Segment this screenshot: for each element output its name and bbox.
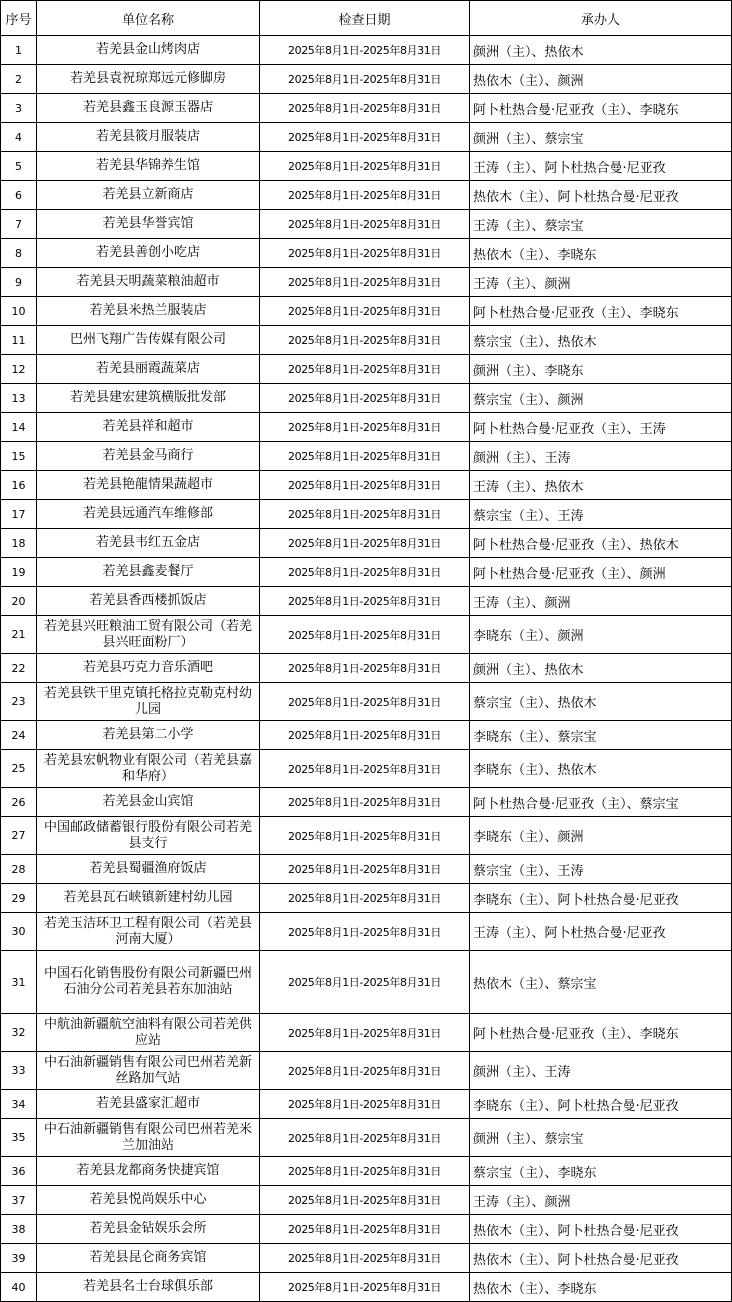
row-staff: 蔡宗宝（主）、热依木 (470, 683, 732, 721)
row-unit-name: 若羌县建宏建筑横版批发部 (37, 384, 260, 413)
row-staff: 王涛（主）、颜洲 (470, 587, 732, 616)
row-index: 38 (1, 1215, 37, 1244)
table-row (1, 1273, 732, 1302)
row-staff: 王涛（主）、颜洲 (470, 1186, 732, 1215)
row-staff: 李晓东（主）、颜洲 (470, 817, 732, 855)
row-index: 35 (1, 1119, 37, 1157)
row-unit-name: 若羌县巧克力音乐酒吧 (37, 654, 260, 683)
row-check-date: 2025年8月1日-2025年8月31日 (260, 326, 470, 355)
row-unit-name: 中航油新疆航空油料有限公司若羌供应站 (37, 1014, 260, 1052)
header-staff: 承办人 (470, 1, 732, 36)
row-staff: 李晓东（主）、阿卜杜热合曼·尼亚孜 (470, 884, 732, 913)
header-unit-name: 单位名称 (37, 1, 260, 36)
row-index: 30 (1, 913, 37, 951)
table-row (1, 884, 732, 913)
row-unit-name: 中石油新疆销售有限公司巴州若羌新丝路加气站 (37, 1052, 260, 1090)
row-staff: 蔡宗宝（主）、热依木 (470, 326, 732, 355)
header-row (1, 1, 732, 36)
row-check-date: 2025年8月1日-2025年8月31日 (260, 1052, 470, 1090)
row-index: 33 (1, 1052, 37, 1090)
row-staff: 阿卜杜热合曼·尼亚孜（主）、李晓东 (470, 1014, 732, 1052)
table-row (1, 65, 732, 94)
row-index: 40 (1, 1273, 37, 1302)
row-index: 14 (1, 413, 37, 442)
row-index: 4 (1, 123, 37, 152)
table-row (1, 750, 732, 788)
row-unit-name: 若羌县米热兰服装店 (37, 297, 260, 326)
table-row (1, 152, 732, 181)
row-index: 19 (1, 558, 37, 587)
table-row (1, 1244, 732, 1273)
row-check-date: 2025年8月1日-2025年8月31日 (260, 683, 470, 721)
row-unit-name: 若羌县第二小学 (37, 721, 260, 750)
row-check-date: 2025年8月1日-2025年8月31日 (260, 239, 470, 268)
header-index: 序号 (1, 1, 37, 36)
row-index: 11 (1, 326, 37, 355)
row-unit-name: 若羌县蜀疆渔府饭店 (37, 855, 260, 884)
row-staff: 李晓东（主）、阿卜杜热合曼·尼亚孜 (470, 1090, 732, 1119)
row-staff: 颜洲（主）、王涛 (470, 1052, 732, 1090)
row-unit-name: 若羌县袁祝琼郑远元修脚房 (37, 65, 260, 94)
row-check-date: 2025年8月1日-2025年8月31日 (260, 951, 470, 1014)
table-row (1, 616, 732, 654)
row-staff: 蔡宗宝（主）、王涛 (470, 855, 732, 884)
row-index: 32 (1, 1014, 37, 1052)
row-index: 36 (1, 1157, 37, 1186)
row-staff: 蔡宗宝（主）、李晓东 (470, 1157, 732, 1186)
row-unit-name: 若羌县兴旺粮油工贸有限公司（若羌县兴旺面粉厂） (37, 616, 260, 654)
table-row (1, 355, 732, 384)
table-row (1, 587, 732, 616)
table-row (1, 788, 732, 817)
row-check-date: 2025年8月1日-2025年8月31日 (260, 913, 470, 951)
row-unit-name: 若羌县丽霞蔬菜店 (37, 355, 260, 384)
row-staff: 王涛（主）、阿卜杜热合曼·尼亚孜 (470, 152, 732, 181)
table-row (1, 384, 732, 413)
row-unit-name: 若羌县悦尚娱乐中心 (37, 1186, 260, 1215)
row-unit-name: 若羌县祥和超市 (37, 413, 260, 442)
row-staff: 阿卜杜热合曼·尼亚孜（主）、王涛 (470, 413, 732, 442)
row-check-date: 2025年8月1日-2025年8月31日 (260, 94, 470, 123)
row-check-date: 2025年8月1日-2025年8月31日 (260, 268, 470, 297)
row-index: 25 (1, 750, 37, 788)
table-row (1, 1186, 732, 1215)
row-staff: 颜洲（主）、蔡宗宝 (470, 123, 732, 152)
row-index: 7 (1, 210, 37, 239)
row-index: 31 (1, 951, 37, 1014)
row-unit-name: 若羌县金山宾馆 (37, 788, 260, 817)
table-row (1, 268, 732, 297)
row-index: 20 (1, 587, 37, 616)
row-index: 23 (1, 683, 37, 721)
table-row (1, 558, 732, 587)
row-check-date: 2025年8月1日-2025年8月31日 (260, 36, 470, 65)
row-unit-name: 若羌县宏帆物业有限公司（若羌县嘉和华府） (37, 750, 260, 788)
row-index: 28 (1, 855, 37, 884)
row-unit-name: 若羌县善创小吃店 (37, 239, 260, 268)
row-check-date: 2025年8月1日-2025年8月31日 (260, 1119, 470, 1157)
row-staff: 阿卜杜热合曼·尼亚孜（主）、热依木 (470, 529, 732, 558)
row-index: 13 (1, 384, 37, 413)
table-row (1, 123, 732, 152)
table-row (1, 326, 732, 355)
table-row (1, 1215, 732, 1244)
row-staff: 热依木（主）、李晓东 (470, 239, 732, 268)
row-check-date: 2025年8月1日-2025年8月31日 (260, 750, 470, 788)
row-staff: 颜洲（主）、李晓东 (470, 355, 732, 384)
row-staff: 热依木（主）、颜洲 (470, 65, 732, 94)
row-unit-name: 中国邮政储蓄银行股份有限公司若羌县支行 (37, 817, 260, 855)
row-unit-name: 若羌县香西楼抓饭店 (37, 587, 260, 616)
row-staff: 蔡宗宝（主）、王涛 (470, 500, 732, 529)
row-index: 22 (1, 654, 37, 683)
table-row (1, 1014, 732, 1052)
table-row (1, 855, 732, 884)
row-check-date: 2025年8月1日-2025年8月31日 (260, 1157, 470, 1186)
row-staff: 颜洲（主）、热依木 (470, 654, 732, 683)
row-check-date: 2025年8月1日-2025年8月31日 (260, 1090, 470, 1119)
row-index: 6 (1, 181, 37, 210)
row-staff: 阿卜杜热合曼·尼亚孜（主）、李晓东 (470, 94, 732, 123)
row-unit-name: 若羌县铁干里克镇托格拉克勒克村幼儿园 (37, 683, 260, 721)
row-index: 34 (1, 1090, 37, 1119)
row-index: 37 (1, 1186, 37, 1215)
row-check-date: 2025年8月1日-2025年8月31日 (260, 355, 470, 384)
row-unit-name: 若羌县华锦养生馆 (37, 152, 260, 181)
row-check-date: 2025年8月1日-2025年8月31日 (260, 384, 470, 413)
row-index: 29 (1, 884, 37, 913)
row-index: 1 (1, 36, 37, 65)
row-staff: 颜洲（主）、王涛 (470, 442, 732, 471)
table-row (1, 500, 732, 529)
table-row (1, 210, 732, 239)
table-row (1, 442, 732, 471)
row-index: 15 (1, 442, 37, 471)
row-staff: 阿卜杜热合曼·尼亚孜（主）、李晓东 (470, 297, 732, 326)
table-body (1, 36, 732, 1302)
row-check-date: 2025年8月1日-2025年8月31日 (260, 1014, 470, 1052)
row-check-date: 2025年8月1日-2025年8月31日 (260, 152, 470, 181)
row-unit-name: 若羌县鑫玉良源玉器店 (37, 94, 260, 123)
row-check-date: 2025年8月1日-2025年8月31日 (260, 721, 470, 750)
row-unit-name: 若羌县金钻娱乐会所 (37, 1215, 260, 1244)
table-row (1, 36, 732, 65)
row-staff: 热依木（主）、阿卜杜热合曼·尼亚孜 (470, 181, 732, 210)
row-check-date: 2025年8月1日-2025年8月31日 (260, 500, 470, 529)
row-check-date: 2025年8月1日-2025年8月31日 (260, 1186, 470, 1215)
row-index: 17 (1, 500, 37, 529)
table-row (1, 529, 732, 558)
row-staff: 热依木（主）、李晓东 (470, 1273, 732, 1302)
row-unit-name: 若羌县名士台球俱乐部 (37, 1273, 260, 1302)
row-staff: 蔡宗宝（主）、颜洲 (470, 384, 732, 413)
row-unit-name: 若羌县韦红五金店 (37, 529, 260, 558)
row-check-date: 2025年8月1日-2025年8月31日 (260, 1244, 470, 1273)
row-check-date: 2025年8月1日-2025年8月31日 (260, 413, 470, 442)
row-index: 18 (1, 529, 37, 558)
row-staff: 热依木（主）、阿卜杜热合曼·尼亚孜 (470, 1215, 732, 1244)
row-check-date: 2025年8月1日-2025年8月31日 (260, 529, 470, 558)
row-index: 3 (1, 94, 37, 123)
row-check-date: 2025年8月1日-2025年8月31日 (260, 616, 470, 654)
row-check-date: 2025年8月1日-2025年8月31日 (260, 181, 470, 210)
row-check-date: 2025年8月1日-2025年8月31日 (260, 855, 470, 884)
row-staff: 王涛（主）、阿卜杜热合曼·尼亚孜 (470, 913, 732, 951)
row-check-date: 2025年8月1日-2025年8月31日 (260, 442, 470, 471)
row-unit-name: 若羌玉洁环卫工程有限公司（若羌县河南大厦） (37, 913, 260, 951)
table-row (1, 413, 732, 442)
row-unit-name: 中国石化销售股份有限公司新疆巴州石油分公司若羌县若东加油站 (37, 951, 260, 1014)
row-unit-name: 若羌县筱月服装店 (37, 123, 260, 152)
row-staff: 王涛（主）、蔡宗宝 (470, 210, 732, 239)
row-staff: 李晓东（主）、热依木 (470, 750, 732, 788)
table-row (1, 817, 732, 855)
table-row (1, 471, 732, 500)
row-index: 9 (1, 268, 37, 297)
row-staff: 阿卜杜热合曼·尼亚孜（主）、颜洲 (470, 558, 732, 587)
row-index: 21 (1, 616, 37, 654)
table-row (1, 1052, 732, 1090)
table-row (1, 913, 732, 951)
table-row (1, 654, 732, 683)
header-check-date: 检查日期 (260, 1, 470, 36)
row-check-date: 2025年8月1日-2025年8月31日 (260, 471, 470, 500)
table-row (1, 94, 732, 123)
row-unit-name: 若羌县龙都商务快捷宾馆 (37, 1157, 260, 1186)
table-row (1, 1090, 732, 1119)
table-row (1, 1157, 732, 1186)
row-unit-name: 若羌县瓦石峡镇新建村幼儿园 (37, 884, 260, 913)
row-check-date: 2025年8月1日-2025年8月31日 (260, 817, 470, 855)
table-row (1, 951, 732, 1014)
row-index: 39 (1, 1244, 37, 1273)
row-unit-name: 若羌县天明蔬菜粮油超市 (37, 268, 260, 297)
row-staff: 李晓东（主）、蔡宗宝 (470, 721, 732, 750)
row-index: 8 (1, 239, 37, 268)
row-check-date: 2025年8月1日-2025年8月31日 (260, 884, 470, 913)
table-row (1, 683, 732, 721)
row-check-date: 2025年8月1日-2025年8月31日 (260, 1215, 470, 1244)
row-unit-name: 若羌县金马商行 (37, 442, 260, 471)
table-row (1, 181, 732, 210)
row-staff: 热依木（主）、阿卜杜热合曼·尼亚孜 (470, 1244, 732, 1273)
row-unit-name: 若羌县远通汽车维修部 (37, 500, 260, 529)
row-check-date: 2025年8月1日-2025年8月31日 (260, 1273, 470, 1302)
row-check-date: 2025年8月1日-2025年8月31日 (260, 210, 470, 239)
row-index: 2 (1, 65, 37, 94)
row-unit-name: 若羌县金山烤肉店 (37, 36, 260, 65)
row-staff: 李晓东（主）、颜洲 (470, 616, 732, 654)
row-staff: 阿卜杜热合曼·尼亚孜（主）、蔡宗宝 (470, 788, 732, 817)
row-index: 12 (1, 355, 37, 384)
row-check-date: 2025年8月1日-2025年8月31日 (260, 558, 470, 587)
table-row (1, 721, 732, 750)
row-unit-name: 若羌县立新商店 (37, 181, 260, 210)
row-unit-name: 若羌县鑫麦餐厅 (37, 558, 260, 587)
row-unit-name: 若羌县昆仑商务宾馆 (37, 1244, 260, 1273)
row-check-date: 2025年8月1日-2025年8月31日 (260, 654, 470, 683)
row-unit-name: 若羌县艳龍情果蔬超市 (37, 471, 260, 500)
row-staff: 颜洲（主）、热依木 (470, 36, 732, 65)
table-row (1, 239, 732, 268)
row-staff: 王涛（主）、热依木 (470, 471, 732, 500)
row-index: 10 (1, 297, 37, 326)
row-staff: 颜洲（主）、蔡宗宝 (470, 1119, 732, 1157)
row-index: 27 (1, 817, 37, 855)
row-unit-name: 若羌县华誉宾馆 (37, 210, 260, 239)
table-row (1, 297, 732, 326)
row-index: 16 (1, 471, 37, 500)
row-check-date: 2025年8月1日-2025年8月31日 (260, 587, 470, 616)
row-staff: 王涛（主）、颜洲 (470, 268, 732, 297)
row-index: 26 (1, 788, 37, 817)
row-staff: 热依木（主）、蔡宗宝 (470, 951, 732, 1014)
row-index: 5 (1, 152, 37, 181)
row-index: 24 (1, 721, 37, 750)
row-check-date: 2025年8月1日-2025年8月31日 (260, 123, 470, 152)
row-check-date: 2025年8月1日-2025年8月31日 (260, 788, 470, 817)
row-unit-name: 巴州飞翔广告传媒有限公司 (37, 326, 260, 355)
table-row (1, 1119, 732, 1157)
row-unit-name: 若羌县盛家汇超市 (37, 1090, 260, 1119)
row-unit-name: 中石油新疆销售有限公司巴州若羌米兰加油站 (37, 1119, 260, 1157)
row-check-date: 2025年8月1日-2025年8月31日 (260, 65, 470, 94)
row-check-date: 2025年8月1日-2025年8月31日 (260, 297, 470, 326)
